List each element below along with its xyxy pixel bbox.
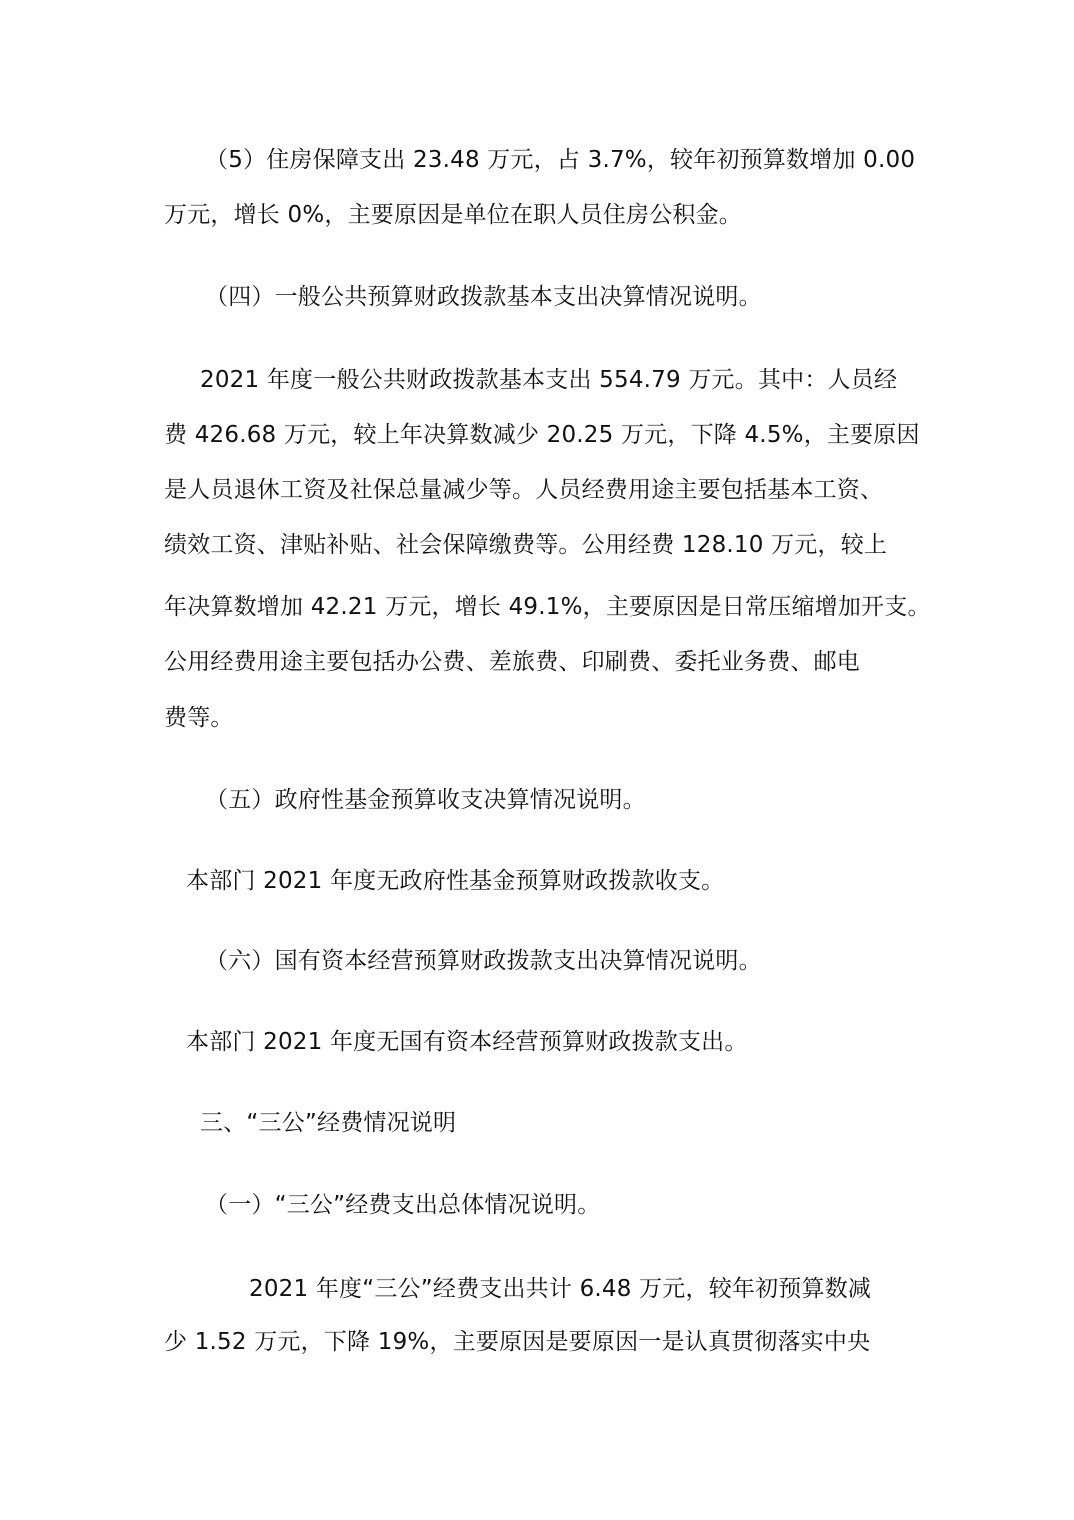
section-heading: 三、“三公”经费情况说明 [200, 1110, 457, 1136]
section-heading: （六）国有资本经营预算财政拨款支出决算情况说明。 [205, 948, 762, 974]
text-line: 万元，增长 0%，主要原因是单位在职人员住房公积金。 [164, 202, 742, 228]
text-line: 少 1.52 万元，下降 19%，主要原因是要原因一是认真贯彻落实中央 [164, 1329, 871, 1355]
text-line: 年决算数增加 42.21 万元，增长 49.1%，主要原因是日常压缩增加开支。 [164, 594, 931, 620]
text-line: 公用经费用途主要包括办公费、差旅费、印刷费、委托业务费、邮电 [164, 649, 860, 675]
section-heading: （五）政府性基金预算收支决算情况说明。 [205, 787, 646, 813]
text-line: 2021 年度一般公共财政拨款基本支出 554.79 万元。其中：人员经 [200, 367, 898, 393]
text-line: 费等。 [164, 705, 234, 731]
text-line: 本部门 2021 年度无政府性基金预算财政拨款收支。 [186, 868, 725, 894]
section-heading: （一）“三公”经费支出总体情况说明。 [205, 1192, 601, 1218]
text-line: 2021 年度“三公”经费支出共计 6.48 万元，较年初预算数减 [249, 1276, 872, 1302]
text-line: 费 426.68 万元，较上年决算数减少 20.25 万元，下降 4.5%，主要原因 [164, 422, 920, 448]
section-heading: （四）一般公共预算财政拨款基本支出决算情况说明。 [205, 284, 762, 310]
text-line: 是人员退休工资及社保总量减少等。人员经费用途主要包括基本工资、 [164, 477, 884, 503]
text-line: 本部门 2021 年度无国有资本经营预算财政拨款支出。 [186, 1029, 748, 1055]
text-line: 绩效工资、津贴补贴、社会保障缴费等。公用经费 128.10 万元，较上 [164, 532, 888, 558]
text-line: （5）住房保障支出 23.48 万元，占 3.7%，较年初预算数增加 0.00 [205, 147, 916, 173]
